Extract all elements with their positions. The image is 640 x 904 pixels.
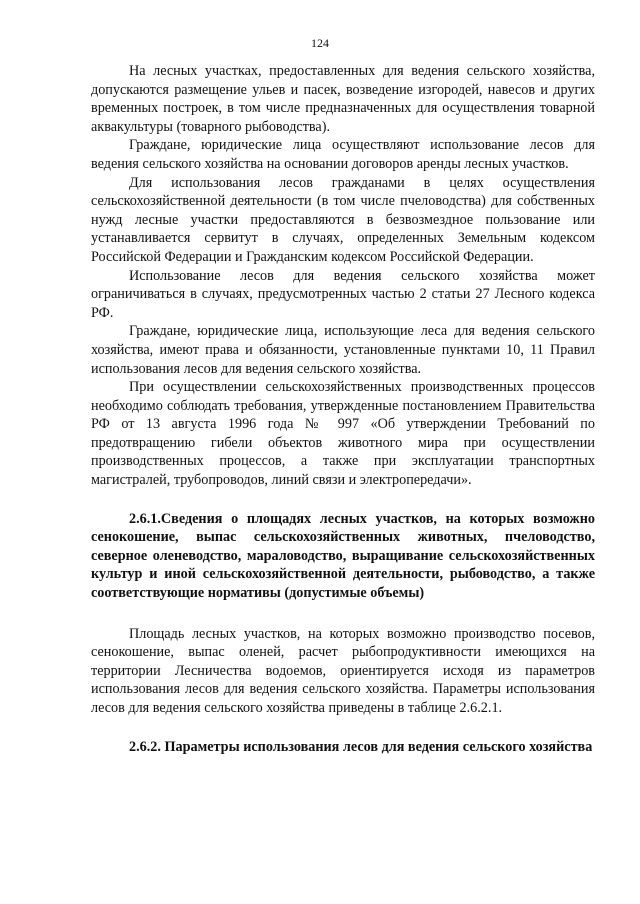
paragraph-wildlife-requirements: При осуществлении сельскохозяйственных производственных процессов необходимо соблюдать требования, утвержденные постановлением Правительства РФ от 13 августа 1996 года № 997 «Об утверждении Требований по предотвращению гибели объектов животного мира при осуществлении производственных процессов, а также при эксплуатации транспортных магистралей, трубопроводов, линий связи и электропередачи». xyxy=(91,379,595,489)
paragraph-beekeeping-structures: На лесных участках, предоставленных для ведения сельского хозяйства, допускаются размещение ульев и пасек, возведение изгородей, навесов и других временных построек, в том числе предназначенных для осуществления товарной аквакультуры (товарного рыбоводства). xyxy=(91,63,595,135)
section-heading-2-6-2: 2.6.2. Параметры использования лесов для ведения сельского хозяйства xyxy=(129,738,593,755)
paragraph-use-restrictions: Использование лесов для ведения сельского хозяйства может ограничиваться в случаях, предусмотренных частью 2 статьи 27 Лесного кодекса РФ. xyxy=(91,267,595,321)
paragraph-lease-agreements: Граждане, юридические лица осуществляют использование лесов для ведения сельского хозяйства на основании договоров аренды лесных участков. xyxy=(91,137,595,172)
paragraph-rights-obligations: Граждане, юридические лица, использующие леса для ведения сельского хозяйства, имеют права и обязанности, установленные пунктами 10, 11 Правил использования лесов для ведения сельского хозяйства. xyxy=(91,323,595,377)
section-heading-2-6-1: 2.6.1.Сведения о площадях лесных участков, на которых возможно сенокошение, выпас сельскохозяйственных животных, пчеловодство, северное оленеводство, мараловодство, выращивание сельскохозяйственных культур и иной сельскохозяйственной деятельности, рыбоводство, а также соответствующие нормативы (допустимые объемы) xyxy=(91,510,595,602)
page-number: 124 xyxy=(311,36,329,50)
paragraph-free-use-servitude: Для использования лесов гражданами в целях осуществления сельскохозяйственной деятельности (в том числе пчеловодства) для собственных нужд лесные участки предоставляются в безвозмездное пользование или устанавливается сервитут в случаях, определенных Земельным кодексом Российской Федерации и Гражданским кодексом Российской Федерации. xyxy=(91,174,595,265)
paragraph-area-parameters: Площадь лесных участков, на которых возможно производство посевов, сенокошение, выпас оленей, расчет рыбопродуктивности имеющихся на территории Лесничества водоемов, ориентируется исходя из параметров использования лесов для ведения сельского хозяйства. Параметры использования лесов для ведения сельского хозяйства приведены в таблице 2.6.2.1. xyxy=(91,625,595,716)
document-body xyxy=(91,62,595,756)
